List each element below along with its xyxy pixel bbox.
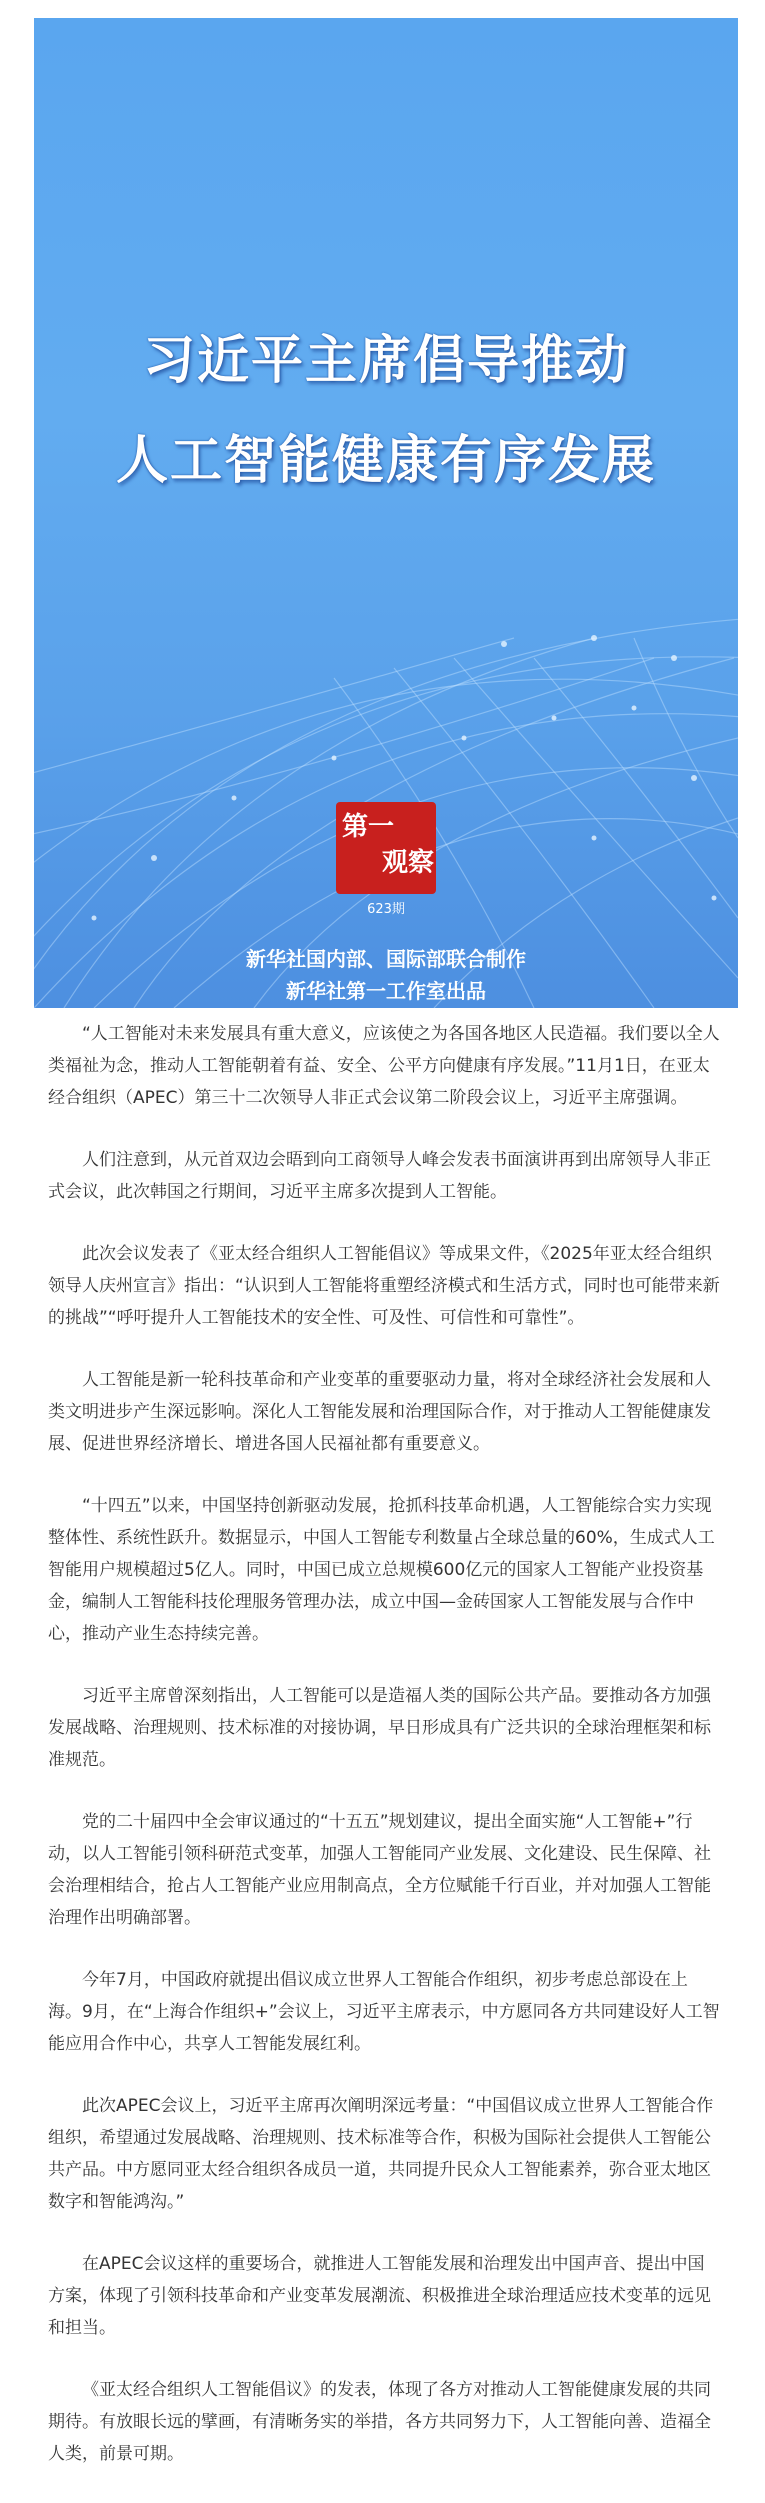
article-paragraph: 《亚太经合组织人工智能倡议》的发表，体现了各方对推动人工智能健康发展的共同期待。有放眼长远的擘画，有清晰务实的举措，各方共同努力下，人工智能向善、造福全人类，前景可期。 [48, 2380, 711, 2464]
article-paragraph: 人们注意到，从元首双边会晤到向工商领导人峰会发表书面演讲再到出席领导人非正式会议，此次韩国之行期间，习近平主席多次提到人工智能。 [48, 1150, 711, 1202]
article-paragraph: 党的二十届四中全会审议通过的“十五五”规划建议，提出全面实施“人工智能+”行动，以人工智能引领科研范式变革，加强人工智能同产业发展、文化建设、民生保障、社会治理相结合，抢占人工智能产业应用制高点，全方位赋能千行百业，并对加强人工智能治理作出明确部署。 [48, 1812, 711, 1928]
poster-title-line1: 习近平主席倡导推动 [142, 330, 629, 391]
cover-poster [34, 18, 738, 1008]
article-paragraph: “人工智能对未来发展具有重大意义，应该使之为各国各地区人民造福。我们要以全人类福祉为念，推动人工智能朝着有益、安全、公平方向健康有序发展。”11月1日，在亚太经合组织（APEC）第三十二次领导人非正式会议第二阶段会议上，习近平主席强调。 [48, 1024, 720, 1108]
article-paragraph: 此次APEC会议上，习近平主席再次阐明深远考量：“中国倡议成立世界人工智能合作组织，希望通过发展战略、治理规则、技术标准等合作，积极为国际社会提供人工智能公共产品。中方愿同亚太经合组织各成员一道，共同提升民众人工智能素养，弥合亚太地区数字和智能鸿沟。” [48, 2096, 714, 2212]
article-paragraph: 在APEC会议这样的重要场合，就推进人工智能发展和治理发出中国声音、提出中国方案，体现了引领科技革命和产业变革发展潮流、积极推进全球治理适应技术变革的远见和担当。 [48, 2254, 711, 2338]
article-paragraph: 今年7月，中国政府就提出倡议成立世界人工智能合作组织，初步考虑总部设在上海。9月，在“上海合作组织+”会议上，习近平主席表示，中方愿同各方共同建设好人工智能应用合作中心，共享人工智能发展红利。 [48, 1970, 720, 2054]
seal-text-bottom: 观察 [382, 848, 435, 878]
article-paragraph: 习近平主席曾深刻指出，人工智能可以是造福人类的国际公共产品。要推动各方加强发展战略、治理规则、技术标准的对接协调，早日形成具有广泛共识的全球治理框架和标准规范。 [48, 1686, 711, 1770]
issue-number: 623期 [367, 902, 405, 917]
article-body [48, 1018, 720, 2500]
article-paragraph: 此次会议发表了《亚太经合组织人工智能倡议》等成果文件，《2025年亚太经合组织领导人庆州宣言》指出：“认识到人工智能将重塑经济模式和生活方式，同时也可能带来新的挑战”“呼吁提升人工智能技术的安全性、可及性、可信性和可靠性”。 [48, 1244, 720, 1328]
seal-text-top: 第一 [342, 812, 395, 842]
article-paragraph: 人工智能是新一轮科技革命和产业变革的重要驱动力量，将对全球经济社会发展和人类文明进步产生深远影响。深化人工智能发展和治理国际合作，对于推动人工智能健康发展、促进世界经济增长、增进各国人民福祉都有重要意义。 [48, 1370, 711, 1454]
article-paragraph: “十四五”以来，中国坚持创新驱动发展，抢抓科技革命机遇，人工智能综合实力实现整体性、系统性跃升。数据显示，中国人工智能专利数量占全球总量的60%，生成式人工智能用户规模超过5亿人。同时，中国已成立总规模600亿元的国家人工智能产业投资基金，编制人工智能科技伦理服务管理办法，成立中国—金砖国家人工智能发展与合作中心，推动产业生态持续完善。 [48, 1496, 715, 1644]
poster-title-line2: 人工智能健康有序发展 [115, 430, 656, 491]
producer-credit: 新华社国内部、国际部联合制作 [246, 947, 526, 971]
studio-credit: 新华社第一工作室出品 [286, 979, 486, 1003]
column-seal-logo [336, 802, 436, 894]
